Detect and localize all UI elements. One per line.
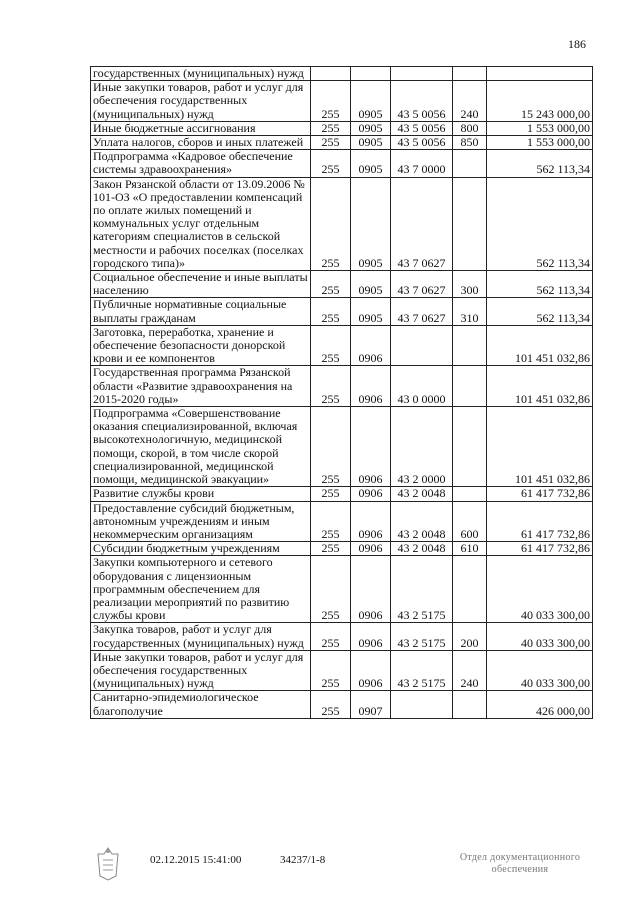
csr-cell: 43 5 0056 (391, 136, 453, 150)
csr-cell: 43 7 0627 (391, 177, 453, 270)
name-cell: Иные закупки товаров, работ и услуг для обеспечения государственных (муниципальных) нужд (91, 81, 311, 122)
sum-cell: 101 451 032,86 (487, 325, 593, 366)
vedomstvo-cell: 255 (311, 542, 351, 556)
vedomstvo-cell: 255 (311, 366, 351, 407)
table-row (91, 650, 593, 691)
table-row (91, 366, 593, 407)
name-cell: Иные бюджетные ассигнования (91, 121, 311, 135)
vr-cell: 240 (453, 650, 487, 691)
table-row (91, 501, 593, 542)
sum-cell (487, 67, 593, 81)
name-cell: Публичные нормативные социальные выплаты гражданам (91, 298, 311, 325)
vr-cell: 610 (453, 542, 487, 556)
razdel-cell: 0905 (351, 136, 391, 150)
csr-cell (391, 325, 453, 366)
vr-cell: 240 (453, 81, 487, 122)
vedomstvo-cell: 255 (311, 271, 351, 298)
csr-cell: 43 2 5175 (391, 623, 453, 650)
stamp-line-1: Отдел документационного (459, 852, 581, 863)
razdel-cell: 0906 (351, 650, 391, 691)
sum-cell: 562 113,34 (487, 298, 593, 325)
name-cell: Социальное обеспечение и иные выплаты населению (91, 271, 311, 298)
sum-cell: 15 243 000,00 (487, 81, 593, 122)
table-row (91, 487, 593, 501)
vedomstvo-cell: 255 (311, 407, 351, 487)
razdel-cell: 0906 (351, 366, 391, 407)
name-cell: Иные закупки товаров, работ и услуг для обеспечения государственных (муниципальных) нужд (91, 650, 311, 691)
vr-cell: 850 (453, 136, 487, 150)
csr-cell: 43 5 0056 (391, 81, 453, 122)
table-row (91, 150, 593, 177)
sum-cell: 1 553 000,00 (487, 136, 593, 150)
csr-cell: 43 7 0000 (391, 150, 453, 177)
razdel-cell: 0905 (351, 121, 391, 135)
sum-cell: 101 451 032,86 (487, 407, 593, 487)
table-row (91, 121, 593, 135)
razdel-cell: 0905 (351, 150, 391, 177)
sum-cell: 61 417 732,86 (487, 487, 593, 501)
vedomstvo-cell: 255 (311, 325, 351, 366)
name-cell: Закупка товаров, работ и услуг для государственных (муниципальных) нужд (91, 623, 311, 650)
csr-cell (391, 67, 453, 81)
csr-cell: 43 2 0000 (391, 407, 453, 487)
vedomstvo-cell: 255 (311, 691, 351, 718)
table-row (91, 623, 593, 650)
vedomstvo-cell: 255 (311, 487, 351, 501)
sum-cell: 562 113,34 (487, 271, 593, 298)
vedomstvo-cell: 255 (311, 298, 351, 325)
razdel-cell: 0906 (351, 501, 391, 542)
vr-cell (453, 407, 487, 487)
name-cell: государственных (муниципальных) нужд (91, 67, 311, 81)
razdel-cell: 0905 (351, 81, 391, 122)
table-row (91, 542, 593, 556)
vr-cell: 310 (453, 298, 487, 325)
sum-cell: 562 113,34 (487, 150, 593, 177)
csr-cell: 43 2 0048 (391, 501, 453, 542)
razdel-cell (351, 67, 391, 81)
vr-cell (453, 691, 487, 718)
razdel-cell: 0905 (351, 298, 391, 325)
vr-cell (453, 487, 487, 501)
coat-of-arms-icon (94, 846, 122, 882)
footer-doc-number: 34237/1-8 (280, 854, 326, 866)
vr-cell (453, 325, 487, 366)
razdel-cell: 0906 (351, 542, 391, 556)
budget-table-body (91, 67, 593, 719)
razdel-cell: 0905 (351, 177, 391, 270)
vedomstvo-cell: 255 (311, 136, 351, 150)
table-row (91, 407, 593, 487)
table-row (91, 81, 593, 122)
page-number: 186 (568, 37, 586, 51)
sum-cell: 61 417 732,86 (487, 542, 593, 556)
razdel-cell: 0906 (351, 623, 391, 650)
table-row (91, 271, 593, 298)
sum-cell: 40 033 300,00 (487, 623, 593, 650)
sum-cell: 426 000,00 (487, 691, 593, 718)
csr-cell: 43 2 0048 (391, 542, 453, 556)
sum-cell: 562 113,34 (487, 177, 593, 270)
table-row (91, 298, 593, 325)
name-cell: Развитие службы крови (91, 487, 311, 501)
table-row (91, 325, 593, 366)
csr-cell (391, 691, 453, 718)
table-row (91, 177, 593, 270)
vr-cell: 200 (453, 623, 487, 650)
csr-cell: 43 5 0056 (391, 121, 453, 135)
sum-cell: 101 451 032,86 (487, 366, 593, 407)
vedomstvo-cell (311, 67, 351, 81)
name-cell: Предоставление субсидий бюджетным, автономным учреждениям и иным некоммерческим организациям (91, 501, 311, 542)
csr-cell: 43 7 0627 (391, 271, 453, 298)
vr-cell (453, 67, 487, 81)
sum-cell: 61 417 732,86 (487, 501, 593, 542)
vedomstvo-cell: 255 (311, 556, 351, 623)
csr-cell: 43 7 0627 (391, 298, 453, 325)
vedomstvo-cell: 255 (311, 121, 351, 135)
name-cell: Санитарно-эпидемиологическое благополучие (91, 691, 311, 718)
csr-cell: 43 2 5175 (391, 556, 453, 623)
vr-cell: 800 (453, 121, 487, 135)
name-cell: Заготовка, переработка, хранение и обеспечение безопасности донорской крови и ее компонентов (91, 325, 311, 366)
vedomstvo-cell: 255 (311, 81, 351, 122)
razdel-cell: 0906 (351, 556, 391, 623)
csr-cell: 43 2 5175 (391, 650, 453, 691)
vr-cell (453, 150, 487, 177)
sum-cell: 1 553 000,00 (487, 121, 593, 135)
stamp-line-2: обеспечения (491, 864, 549, 875)
sum-cell: 40 033 300,00 (487, 650, 593, 691)
name-cell: Подпрограмма «Совершенствование оказания специализированной, включая высокотехнологичную, медицинской помощи, скорой, в том числе скорой специализированной, медицинской помощи, медицинской эвакуации» (91, 407, 311, 487)
vedomstvo-cell: 255 (311, 150, 351, 177)
name-cell: Закупки компьютерного и сетевого оборудования с лицензионным программным обеспечением для реализации мероприятий по развитию службы крови (91, 556, 311, 623)
footer-date: 02.12.2015 15:41:00 (150, 854, 242, 866)
table-row (91, 67, 593, 81)
vr-cell: 600 (453, 501, 487, 542)
vedomstvo-cell: 255 (311, 650, 351, 691)
csr-cell: 43 0 0000 (391, 366, 453, 407)
table-row (91, 556, 593, 623)
table-row (91, 691, 593, 718)
name-cell: Государственная программа Рязанской области «Развитие здравоохранения на 2015-2020 годы» (91, 366, 311, 407)
name-cell: Подпрограмма «Кадровое обеспечение системы здравоохранения» (91, 150, 311, 177)
name-cell: Уплата налогов, сборов и иных платежей (91, 136, 311, 150)
vedomstvo-cell: 255 (311, 177, 351, 270)
razdel-cell: 0906 (351, 487, 391, 501)
razdel-cell: 0907 (351, 691, 391, 718)
vr-cell (453, 177, 487, 270)
budget-table (90, 66, 593, 719)
name-cell: Субсидии бюджетным учреждениям (91, 542, 311, 556)
vr-cell (453, 556, 487, 623)
vr-cell: 300 (453, 271, 487, 298)
razdel-cell: 0906 (351, 325, 391, 366)
razdel-cell: 0906 (351, 407, 391, 487)
sum-cell: 40 033 300,00 (487, 556, 593, 623)
razdel-cell: 0905 (351, 271, 391, 298)
table-row (91, 136, 593, 150)
csr-cell: 43 2 0048 (391, 487, 453, 501)
vedomstvo-cell: 255 (311, 623, 351, 650)
vedomstvo-cell: 255 (311, 501, 351, 542)
name-cell: Закон Рязанской области от 13.09.2006 № 101-ОЗ «О предоставлении компенсаций по оплате жилых помещений и коммунальных услуг отдельным категориям специалистов в сельской местности и рабочих поселках (поселках городского типа)» (91, 177, 311, 270)
department-stamp (440, 852, 600, 876)
vr-cell (453, 366, 487, 407)
